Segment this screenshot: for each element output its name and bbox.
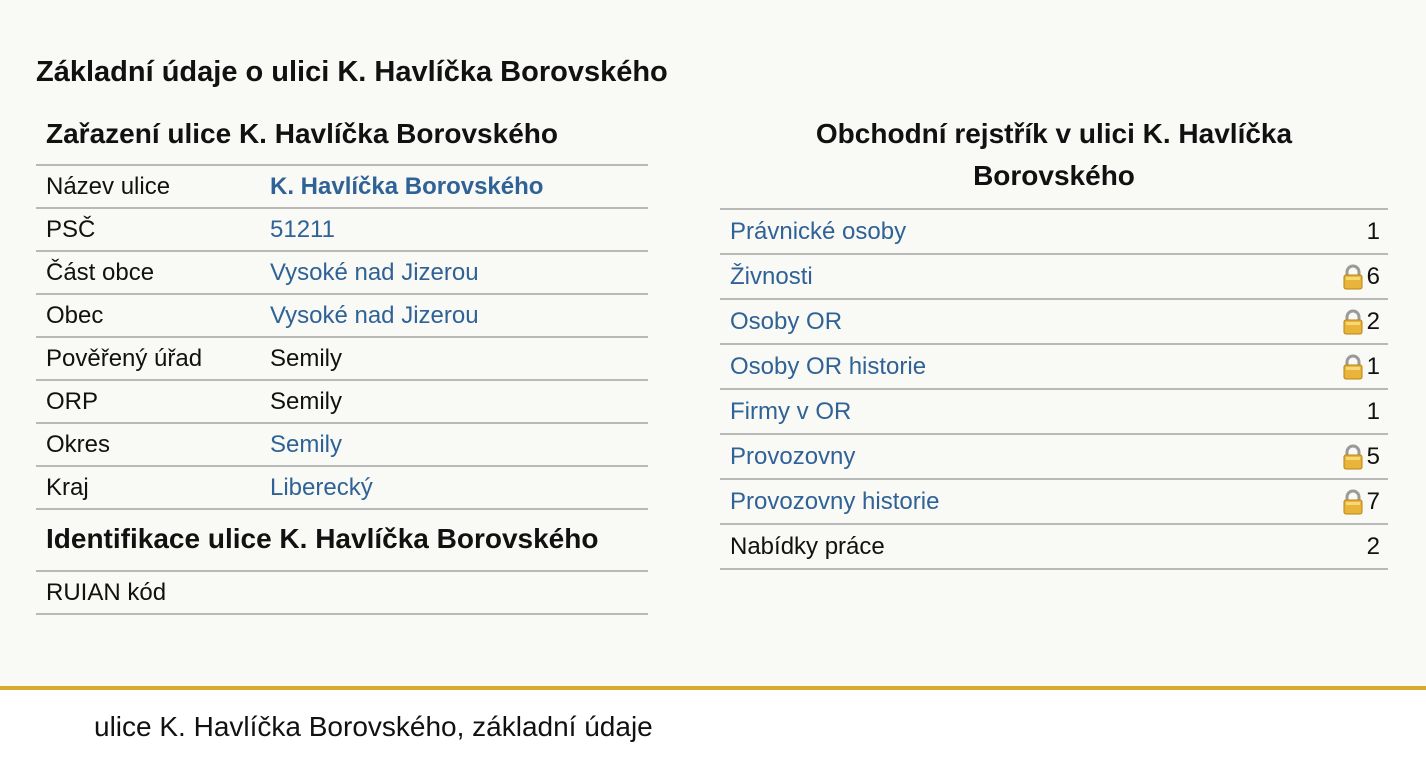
business-registry-column	[720, 110, 1388, 570]
registry-row	[720, 300, 1388, 345]
persons-or-count: 2	[1366, 307, 1380, 335]
postal-code-link[interactable]: 51211	[270, 215, 335, 243]
lock-icon	[1342, 489, 1364, 515]
row-ruian-code	[36, 572, 648, 615]
job-offers-count: 2	[1366, 532, 1380, 560]
lock-icon	[1342, 444, 1364, 470]
legal-entities-link[interactable]: Právnické osoby	[730, 217, 907, 245]
row-street-name	[36, 166, 648, 209]
street-name-label: Název ulice	[46, 172, 171, 200]
registry-row	[720, 480, 1388, 525]
classification-title: Zařazení ulice K. Havlíčka Borovského	[36, 110, 648, 166]
authorized-office-label: Pověřený úřad	[46, 344, 203, 372]
footer-text: ulice K. Havlíčka Borovského, základní údaje	[94, 711, 653, 742]
establishments-link[interactable]: Provozovny	[730, 442, 856, 470]
orp-label: ORP	[46, 387, 99, 415]
registry-row	[720, 390, 1388, 435]
establishments-count: 5	[1366, 442, 1380, 470]
identification-title: Identifikace ulice K. Havlíčka Borovského	[36, 510, 648, 572]
postal-code-label: PSČ	[46, 215, 96, 243]
row-orp	[36, 381, 648, 424]
persons-or-history-link[interactable]: Osoby OR historie	[730, 352, 927, 380]
registry-title-line2: Borovského	[973, 160, 1135, 191]
lock-icon	[1342, 354, 1364, 380]
job-offers-label: Nabídky práce	[730, 532, 885, 560]
ruian-code-label: RUIAN kód	[46, 578, 167, 606]
city-part-label: Část obce	[46, 258, 155, 286]
city-part-link[interactable]: Vysoké nad Jizerou	[270, 258, 479, 286]
registry-row	[720, 345, 1388, 390]
registry-title	[720, 110, 1388, 210]
trades-count: 6	[1366, 262, 1380, 290]
persons-or-link[interactable]: Osoby OR	[730, 307, 843, 335]
establishments-history-count: 7	[1366, 487, 1380, 515]
street-name-link[interactable]: K. Havlíčka Borovského	[270, 172, 544, 200]
companies-or-link[interactable]: Firmy v OR	[730, 397, 852, 425]
trades-link[interactable]: Živnosti	[730, 262, 813, 290]
municipality-link[interactable]: Vysoké nad Jizerou	[270, 301, 479, 329]
registry-row	[720, 255, 1388, 300]
row-city-part	[36, 252, 648, 295]
page-title: Základní údaje o ulici K. Havlíčka Borovského	[36, 56, 668, 88]
region-link[interactable]: Liberecký	[270, 473, 373, 501]
street-info-column	[36, 110, 648, 615]
district-label: Okres	[46, 430, 111, 458]
lock-icon	[1342, 264, 1364, 290]
registry-row	[720, 210, 1388, 255]
row-postal-code	[36, 209, 648, 252]
persons-or-history-count: 1	[1366, 352, 1380, 380]
region-label: Kraj	[46, 473, 89, 501]
establishments-history-link[interactable]: Provozovny historie	[730, 487, 940, 515]
district-link[interactable]: Semily	[270, 430, 343, 458]
row-district	[36, 424, 648, 467]
registry-title-line1: Obchodní rejstřík v ulici K. Havlíčka	[815, 118, 1293, 149]
legal-entities-count: 1	[1366, 217, 1380, 245]
registry-row	[720, 435, 1388, 480]
registry-row	[720, 525, 1388, 570]
footer	[0, 690, 1426, 760]
lock-icon	[1342, 309, 1364, 335]
companies-or-count: 1	[1366, 397, 1380, 425]
authorized-office-value: Semily	[270, 344, 343, 372]
row-authorized-office	[36, 338, 648, 381]
orp-value: Semily	[270, 387, 343, 415]
row-municipality	[36, 295, 648, 338]
municipality-label: Obec	[46, 301, 104, 329]
row-region	[36, 467, 648, 510]
